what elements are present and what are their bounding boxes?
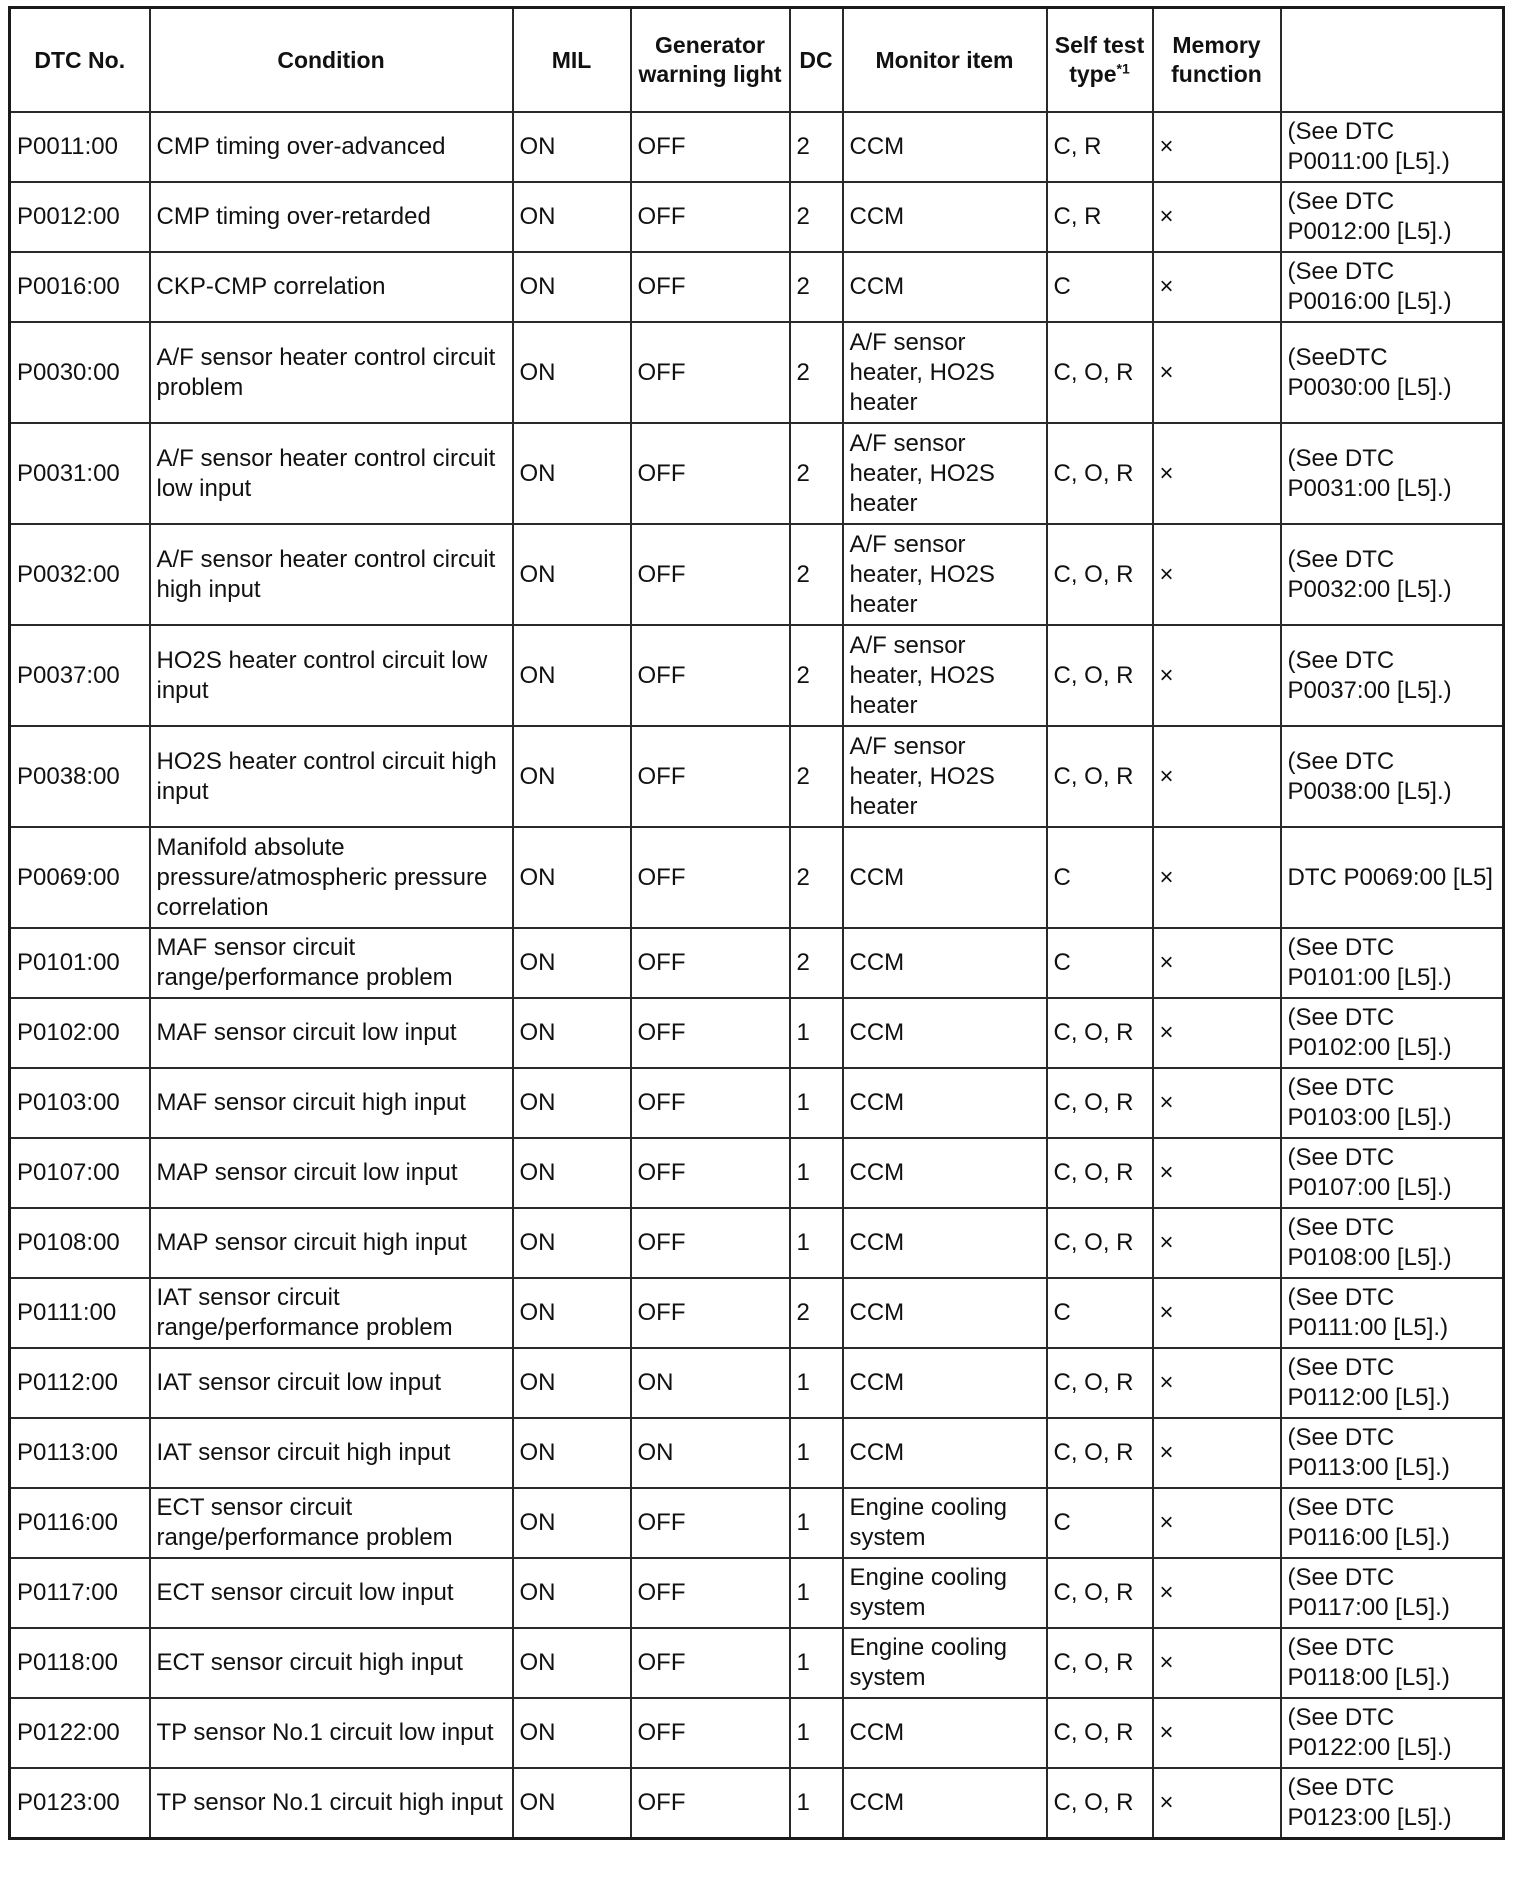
dc-cell: 2 <box>790 252 843 322</box>
dtc-code-cell: P0117:00 <box>10 1558 150 1628</box>
condition-cell: IAT sensor circuit high input <box>150 1418 513 1488</box>
dtc-code-cell: P0032:00 <box>10 524 150 625</box>
dtc-code-cell: P0038:00 <box>10 726 150 827</box>
monitor-item-cell: Engine cooling system <box>843 1488 1047 1558</box>
monitor-item-cell: CCM <box>843 1138 1047 1208</box>
header-reference <box>1281 8 1504 113</box>
dtc-code-cell: P0069:00 <box>10 827 150 928</box>
mil-cell: ON <box>513 112 631 182</box>
condition-cell: CKP-CMP correlation <box>150 252 513 322</box>
reference-cell: (See DTC P0122:00 [L5].) <box>1281 1698 1504 1768</box>
reference-cell: (See DTC P0118:00 [L5].) <box>1281 1628 1504 1698</box>
self-test-type-cell: C, R <box>1047 182 1153 252</box>
dtc-table-body <box>10 112 1504 1839</box>
mil-cell: ON <box>513 1768 631 1839</box>
dc-cell: 1 <box>790 1208 843 1278</box>
dtc-code-cell: P0122:00 <box>10 1698 150 1768</box>
monitor-item-cell: CCM <box>843 1348 1047 1418</box>
generator-light-cell: OFF <box>631 1558 790 1628</box>
condition-cell: MAP sensor circuit high input <box>150 1208 513 1278</box>
reference-cell: (See DTC P0101:00 [L5].) <box>1281 928 1504 998</box>
memory-function-cell: × <box>1153 827 1281 928</box>
condition-cell: MAP sensor circuit low input <box>150 1138 513 1208</box>
mil-cell: ON <box>513 322 631 423</box>
self-test-type-cell: C, O, R <box>1047 1348 1153 1418</box>
memory-function-cell: × <box>1153 1138 1281 1208</box>
self-test-type-cell: C, O, R <box>1047 1418 1153 1488</box>
generator-light-cell: OFF <box>631 1208 790 1278</box>
memory-function-cell: × <box>1153 726 1281 827</box>
self-test-type-cell: C <box>1047 252 1153 322</box>
header-generator-warning-light: Generator warning light <box>631 8 790 113</box>
reference-cell: (See DTC P0111:00 [L5].) <box>1281 1278 1504 1348</box>
condition-cell: CMP timing over-advanced <box>150 112 513 182</box>
generator-light-cell: OFF <box>631 112 790 182</box>
dc-cell: 1 <box>790 1558 843 1628</box>
memory-function-cell: × <box>1153 252 1281 322</box>
memory-function-cell: × <box>1153 1278 1281 1348</box>
self-test-type-cell: C <box>1047 1488 1153 1558</box>
self-test-type-cell: C, O, R <box>1047 726 1153 827</box>
condition-cell: TP sensor No.1 circuit high input <box>150 1768 513 1839</box>
monitor-item-cell: CCM <box>843 252 1047 322</box>
dc-cell: 2 <box>790 1278 843 1348</box>
dc-cell: 2 <box>790 726 843 827</box>
memory-function-cell: × <box>1153 1628 1281 1698</box>
memory-function-cell: × <box>1153 1768 1281 1839</box>
table-row <box>10 322 1504 423</box>
table-row <box>10 1208 1504 1278</box>
memory-function-cell: × <box>1153 182 1281 252</box>
table-row <box>10 524 1504 625</box>
condition-cell: IAT sensor circuit low input <box>150 1348 513 1418</box>
table-row <box>10 998 1504 1068</box>
mil-cell: ON <box>513 928 631 998</box>
dc-cell: 1 <box>790 1138 843 1208</box>
self-test-type-cell: C, O, R <box>1047 998 1153 1068</box>
monitor-item-cell: CCM <box>843 112 1047 182</box>
dc-cell: 2 <box>790 112 843 182</box>
reference-cell: (See DTC P0016:00 [L5].) <box>1281 252 1504 322</box>
table-row <box>10 1068 1504 1138</box>
dc-cell: 1 <box>790 1418 843 1488</box>
self-test-type-cell: C, O, R <box>1047 1558 1153 1628</box>
mil-cell: ON <box>513 1138 631 1208</box>
condition-cell: Manifold absolute pressure/atmospheric pressure correlation <box>150 827 513 928</box>
condition-cell: A/F sensor heater control circuit low input <box>150 423 513 524</box>
memory-function-cell: × <box>1153 1488 1281 1558</box>
mil-cell: ON <box>513 252 631 322</box>
mil-cell: ON <box>513 827 631 928</box>
memory-function-cell: × <box>1153 112 1281 182</box>
self-test-type-cell: C, O, R <box>1047 1768 1153 1839</box>
table-row <box>10 1488 1504 1558</box>
reference-cell: (See DTC P0107:00 [L5].) <box>1281 1138 1504 1208</box>
generator-light-cell: OFF <box>631 827 790 928</box>
self-test-type-cell: C, O, R <box>1047 322 1153 423</box>
generator-light-cell: OFF <box>631 524 790 625</box>
reference-cell: (See DTC P0037:00 [L5].) <box>1281 625 1504 726</box>
header-memory-function: Memory function <box>1153 8 1281 113</box>
reference-cell: (See DTC P0102:00 [L5].) <box>1281 998 1504 1068</box>
dtc-code-cell: P0116:00 <box>10 1488 150 1558</box>
generator-light-cell: ON <box>631 1418 790 1488</box>
self-test-type-cell: C, O, R <box>1047 1138 1153 1208</box>
self-test-type-cell: C <box>1047 1278 1153 1348</box>
condition-cell: CMP timing over-retarded <box>150 182 513 252</box>
dtc-code-cell: P0102:00 <box>10 998 150 1068</box>
self-test-type-cell: C, O, R <box>1047 625 1153 726</box>
generator-light-cell: OFF <box>631 1488 790 1558</box>
dtc-code-cell: P0030:00 <box>10 322 150 423</box>
table-row <box>10 1348 1504 1418</box>
condition-cell: A/F sensor heater control circuit problem <box>150 322 513 423</box>
header-dc: DC <box>790 8 843 113</box>
reference-cell: (See DTC P0112:00 [L5].) <box>1281 1348 1504 1418</box>
generator-light-cell: OFF <box>631 1628 790 1698</box>
dc-cell: 2 <box>790 928 843 998</box>
monitor-item-cell: CCM <box>843 182 1047 252</box>
dtc-code-cell: P0011:00 <box>10 112 150 182</box>
table-row <box>10 1698 1504 1768</box>
dc-cell: 1 <box>790 1068 843 1138</box>
monitor-item-cell: CCM <box>843 998 1047 1068</box>
self-test-type-cell: C, O, R <box>1047 1068 1153 1138</box>
dtc-code-cell: P0031:00 <box>10 423 150 524</box>
header-monitor-item: Monitor item <box>843 8 1047 113</box>
condition-cell: MAF sensor circuit range/performance problem <box>150 928 513 998</box>
monitor-item-cell: A/F sensor heater, HO2S heater <box>843 423 1047 524</box>
generator-light-cell: OFF <box>631 928 790 998</box>
dtc-code-cell: P0101:00 <box>10 928 150 998</box>
monitor-item-cell: CCM <box>843 1698 1047 1768</box>
memory-function-cell: × <box>1153 423 1281 524</box>
self-test-type-cell: C, R <box>1047 112 1153 182</box>
header-row <box>10 8 1504 113</box>
mil-cell: ON <box>513 524 631 625</box>
self-test-type-cell: C, O, R <box>1047 423 1153 524</box>
generator-light-cell: OFF <box>631 1698 790 1768</box>
condition-cell: ECT sensor circuit range/performance problem <box>150 1488 513 1558</box>
monitor-item-cell: CCM <box>843 1278 1047 1348</box>
mil-cell: ON <box>513 625 631 726</box>
condition-cell: HO2S heater control circuit high input <box>150 726 513 827</box>
memory-function-cell: × <box>1153 1418 1281 1488</box>
reference-cell: (See DTC P0011:00 [L5].) <box>1281 112 1504 182</box>
dc-cell: 1 <box>790 1348 843 1418</box>
dc-cell: 1 <box>790 1698 843 1768</box>
condition-cell: IAT sensor circuit range/performance problem <box>150 1278 513 1348</box>
dc-cell: 2 <box>790 182 843 252</box>
table-row <box>10 1278 1504 1348</box>
reference-cell: (See DTC P0032:00 [L5].) <box>1281 524 1504 625</box>
condition-cell: A/F sensor heater control circuit high input <box>150 524 513 625</box>
mil-cell: ON <box>513 1278 631 1348</box>
monitor-item-cell: A/F sensor heater, HO2S heater <box>843 625 1047 726</box>
condition-cell: ECT sensor circuit low input <box>150 1558 513 1628</box>
dc-cell: 2 <box>790 524 843 625</box>
mil-cell: ON <box>513 423 631 524</box>
self-test-type-cell: C, O, R <box>1047 1208 1153 1278</box>
mil-cell: ON <box>513 1628 631 1698</box>
generator-light-cell: OFF <box>631 322 790 423</box>
mil-cell: ON <box>513 182 631 252</box>
reference-cell: (See DTC P0012:00 [L5].) <box>1281 182 1504 252</box>
mil-cell: ON <box>513 1488 631 1558</box>
mil-cell: ON <box>513 998 631 1068</box>
table-row <box>10 112 1504 182</box>
generator-light-cell: OFF <box>631 726 790 827</box>
self-test-type-label: Self test type <box>1054 32 1145 87</box>
reference-cell: (SeeDTC P0030:00 [L5].) <box>1281 322 1504 423</box>
table-row <box>10 182 1504 252</box>
dc-cell: 2 <box>790 625 843 726</box>
dc-cell: 2 <box>790 827 843 928</box>
monitor-item-cell: CCM <box>843 1208 1047 1278</box>
table-row <box>10 1418 1504 1488</box>
mil-cell: ON <box>513 1208 631 1278</box>
reference-cell: (See DTC P0116:00 [L5].) <box>1281 1488 1504 1558</box>
monitor-item-cell: Engine cooling system <box>843 1628 1047 1698</box>
generator-light-cell: OFF <box>631 1278 790 1348</box>
reference-cell: (See DTC P0103:00 [L5].) <box>1281 1068 1504 1138</box>
dc-cell: 1 <box>790 1768 843 1839</box>
monitor-item-cell: CCM <box>843 1068 1047 1138</box>
table-row <box>10 252 1504 322</box>
memory-function-cell: × <box>1153 625 1281 726</box>
memory-function-cell: × <box>1153 524 1281 625</box>
dtc-code-cell: P0037:00 <box>10 625 150 726</box>
condition-cell: ECT sensor circuit high input <box>150 1628 513 1698</box>
memory-function-cell: × <box>1153 322 1281 423</box>
reference-cell: DTC P0069:00 [L5] <box>1281 827 1504 928</box>
mil-cell: ON <box>513 1418 631 1488</box>
mil-cell: ON <box>513 726 631 827</box>
dtc-code-cell: P0111:00 <box>10 1278 150 1348</box>
self-test-type-cell: C, O, R <box>1047 1628 1153 1698</box>
generator-light-cell: OFF <box>631 182 790 252</box>
generator-light-cell: OFF <box>631 625 790 726</box>
generator-light-cell: OFF <box>631 1068 790 1138</box>
memory-function-cell: × <box>1153 1068 1281 1138</box>
header-mil: MIL <box>513 8 631 113</box>
dtc-code-cell: P0118:00 <box>10 1628 150 1698</box>
table-row <box>10 423 1504 524</box>
generator-light-cell: OFF <box>631 1768 790 1839</box>
header-dtc-no: DTC No. <box>10 8 150 113</box>
generator-light-cell: OFF <box>631 1138 790 1208</box>
header-self-test-type <box>1047 8 1153 113</box>
dtc-code-cell: P0103:00 <box>10 1068 150 1138</box>
self-test-type-cell: C <box>1047 928 1153 998</box>
memory-function-cell: × <box>1153 1558 1281 1628</box>
reference-cell: (See DTC P0038:00 [L5].) <box>1281 726 1504 827</box>
mil-cell: ON <box>513 1068 631 1138</box>
self-test-type-cell: C, O, R <box>1047 1698 1153 1768</box>
self-test-footnote: *1 <box>1116 60 1130 77</box>
monitor-item-cell: A/F sensor heater, HO2S heater <box>843 726 1047 827</box>
dtc-code-cell: P0112:00 <box>10 1348 150 1418</box>
dtc-code-cell: P0123:00 <box>10 1768 150 1839</box>
generator-light-cell: OFF <box>631 252 790 322</box>
generator-light-cell: OFF <box>631 423 790 524</box>
mil-cell: ON <box>513 1558 631 1628</box>
monitor-item-cell: CCM <box>843 827 1047 928</box>
dtc-code-cell: P0012:00 <box>10 182 150 252</box>
reference-cell: (See DTC P0031:00 [L5].) <box>1281 423 1504 524</box>
header-condition: Condition <box>150 8 513 113</box>
reference-cell: (See DTC P0123:00 [L5].) <box>1281 1768 1504 1839</box>
memory-function-cell: × <box>1153 1698 1281 1768</box>
memory-function-cell: × <box>1153 928 1281 998</box>
monitor-item-cell: CCM <box>843 1768 1047 1839</box>
dtc-code-cell: P0108:00 <box>10 1208 150 1278</box>
memory-function-cell: × <box>1153 1348 1281 1418</box>
monitor-item-cell: CCM <box>843 1418 1047 1488</box>
dc-cell: 1 <box>790 1628 843 1698</box>
condition-cell: HO2S heater control circuit low input <box>150 625 513 726</box>
dc-cell: 1 <box>790 1488 843 1558</box>
reference-cell: (See DTC P0117:00 [L5].) <box>1281 1558 1504 1628</box>
reference-cell: (See DTC P0113:00 [L5].) <box>1281 1418 1504 1488</box>
table-row <box>10 1558 1504 1628</box>
reference-cell: (See DTC P0108:00 [L5].) <box>1281 1208 1504 1278</box>
mil-cell: ON <box>513 1698 631 1768</box>
monitor-item-cell: Engine cooling system <box>843 1558 1047 1628</box>
condition-cell: MAF sensor circuit low input <box>150 998 513 1068</box>
table-row <box>10 726 1504 827</box>
dtc-table <box>8 6 1505 1840</box>
mil-cell: ON <box>513 1348 631 1418</box>
monitor-item-cell: A/F sensor heater, HO2S heater <box>843 524 1047 625</box>
table-row <box>10 625 1504 726</box>
self-test-type-cell: C, O, R <box>1047 524 1153 625</box>
memory-function-cell: × <box>1153 998 1281 1068</box>
dc-cell: 2 <box>790 423 843 524</box>
table-row <box>10 928 1504 998</box>
condition-cell: TP sensor No.1 circuit low input <box>150 1698 513 1768</box>
generator-light-cell: ON <box>631 1348 790 1418</box>
dc-cell: 2 <box>790 322 843 423</box>
memory-function-cell: × <box>1153 1208 1281 1278</box>
self-test-type-cell: C <box>1047 827 1153 928</box>
dc-cell: 1 <box>790 998 843 1068</box>
generator-light-cell: OFF <box>631 998 790 1068</box>
table-row <box>10 1768 1504 1839</box>
dtc-code-cell: P0016:00 <box>10 252 150 322</box>
table-row <box>10 1628 1504 1698</box>
table-row <box>10 1138 1504 1208</box>
table-row <box>10 827 1504 928</box>
condition-cell: MAF sensor circuit high input <box>150 1068 513 1138</box>
dtc-code-cell: P0113:00 <box>10 1418 150 1488</box>
monitor-item-cell: A/F sensor heater, HO2S heater <box>843 322 1047 423</box>
dtc-code-cell: P0107:00 <box>10 1138 150 1208</box>
monitor-item-cell: CCM <box>843 928 1047 998</box>
